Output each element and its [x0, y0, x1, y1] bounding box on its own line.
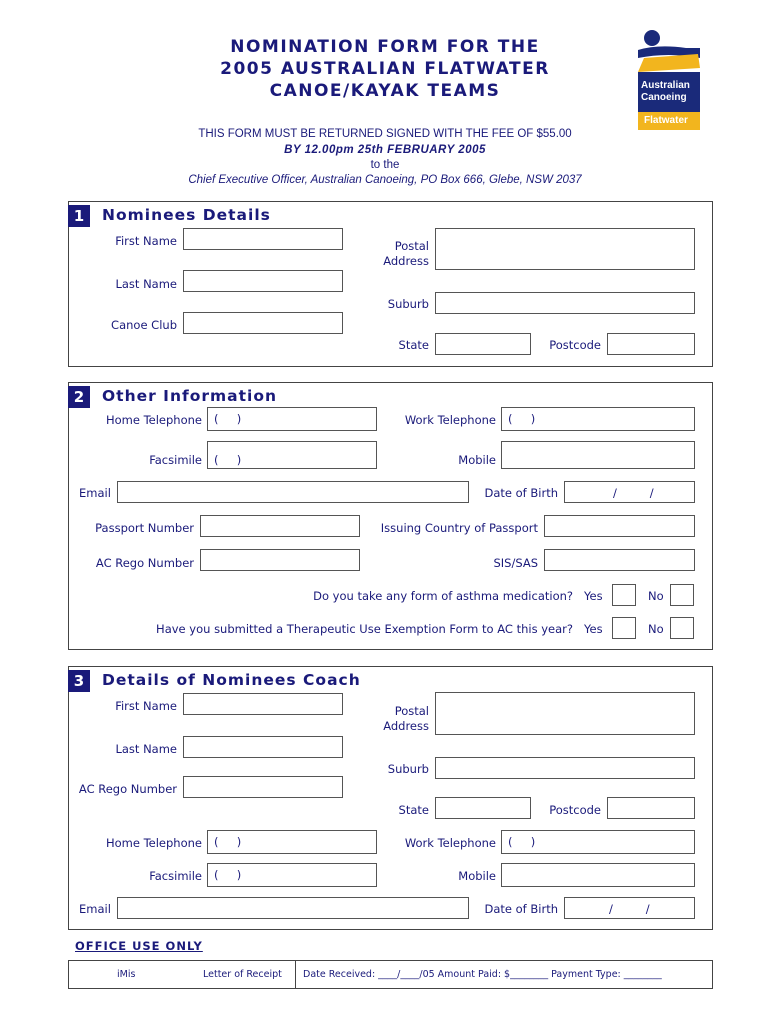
- area-code-brackets: ( ): [214, 835, 242, 849]
- imis-label: iMis: [117, 969, 136, 980]
- section-number: 3: [68, 670, 90, 692]
- tue-question: Have you submitted a Therapeutic Use Exemption Form to AC this year?: [156, 622, 573, 636]
- coach-state-field[interactable]: [435, 797, 531, 819]
- first-name-label: First Name: [115, 234, 177, 248]
- area-code-brackets: ( ): [214, 453, 242, 467]
- office-use-heading: OFFICE USE ONLY: [75, 939, 203, 953]
- email-field[interactable]: [117, 481, 469, 503]
- last-name-label: Last Name: [115, 277, 177, 291]
- section-number: 2: [68, 386, 90, 408]
- work-telephone-label: Work Telephone: [404, 413, 496, 427]
- office-divider: [295, 961, 296, 988]
- logo-line-2: Canoeing: [641, 92, 687, 103]
- postcode-label: Postcode: [549, 338, 601, 352]
- no-label: No: [648, 589, 664, 603]
- coach-first-name-field[interactable]: [183, 693, 343, 715]
- no-label: No: [648, 622, 664, 636]
- coach-suburb-field[interactable]: [435, 757, 695, 779]
- logo-flatwater: Flatwater: [644, 115, 688, 126]
- passport-number-label: Passport Number: [95, 521, 194, 535]
- title-line-2: 2005 AUSTRALIAN FLATWATER: [220, 59, 550, 79]
- date-received-line: Date Received: ____/____/05 Amount Paid: $________ Payment Type: ________: [303, 969, 662, 980]
- state-field[interactable]: [435, 333, 531, 355]
- asthma-no-checkbox[interactable]: [670, 584, 694, 606]
- passport-number-field[interactable]: [200, 515, 360, 537]
- date-separators: / /: [613, 486, 654, 500]
- issuing-country-label: Issuing Country of Passport: [380, 521, 538, 535]
- sis-sas-label: SIS/SAS: [493, 556, 538, 570]
- mobile-label: Mobile: [458, 453, 496, 467]
- facsimile-field[interactable]: [207, 441, 377, 469]
- coach-last-name-field[interactable]: [183, 736, 343, 758]
- home-telephone-label: Home Telephone: [105, 413, 202, 427]
- asthma-yes-checkbox[interactable]: [612, 584, 636, 606]
- canoe-club-label: Canoe Club: [111, 318, 177, 332]
- return-address: Chief Executive Officer, Australian Canoeing, PO Box 666, Glebe, NSW 2037: [188, 174, 582, 186]
- section-heading: Details of Nominees Coach: [102, 671, 361, 689]
- sis-sas-field[interactable]: [544, 549, 695, 571]
- ac-rego-number-field[interactable]: [200, 549, 360, 571]
- area-code-brackets: ( ): [508, 412, 536, 426]
- address-label: Address: [383, 254, 429, 268]
- asthma-question: Do you take any form of asthma medication?: [313, 589, 573, 603]
- ac-rego-number-label: AC Rego Number: [95, 556, 194, 570]
- coach-mobile-label: Mobile: [458, 869, 496, 883]
- mobile-field[interactable]: [501, 441, 695, 469]
- letter-of-receipt-label: Letter of Receipt: [203, 969, 282, 980]
- date-of-birth-label: Date of Birth: [484, 486, 558, 500]
- coach-address-label: Address: [383, 719, 429, 733]
- area-code-brackets: ( ): [508, 835, 536, 849]
- suburb-label: Suburb: [387, 297, 429, 311]
- logo-line-1: Australian: [641, 80, 690, 91]
- postcode-field[interactable]: [607, 333, 695, 355]
- date-of-birth-field[interactable]: [564, 481, 695, 503]
- date-separators: / /: [609, 902, 650, 916]
- email-label: Email: [79, 486, 111, 500]
- coach-ac-rego-field[interactable]: [183, 776, 343, 798]
- section-heading: Nominees Details: [102, 206, 271, 224]
- postal-address-field[interactable]: [435, 228, 695, 270]
- coach-postal-address-field[interactable]: [435, 692, 695, 735]
- coach-facsimile-field[interactable]: [207, 863, 377, 887]
- home-telephone-field[interactable]: [207, 407, 377, 431]
- coach-postcode-label: Postcode: [549, 803, 601, 817]
- coach-email-label: Email: [79, 902, 111, 916]
- tue-yes-checkbox[interactable]: [612, 617, 636, 639]
- postal-label: Postal: [394, 239, 429, 253]
- to-the: to the: [370, 159, 400, 171]
- coach-first-name-label: First Name: [115, 699, 177, 713]
- facsimile-label: Facsimile: [149, 453, 202, 467]
- coach-home-telephone-field[interactable]: [207, 830, 377, 854]
- coach-state-label: State: [398, 803, 429, 817]
- yes-label: Yes: [584, 622, 603, 636]
- suburb-field[interactable]: [435, 292, 695, 314]
- coach-work-telephone-label: Work Telephone: [404, 836, 496, 850]
- coach-postcode-field[interactable]: [607, 797, 695, 819]
- coach-last-name-label: Last Name: [115, 742, 177, 756]
- canoe-club-field[interactable]: [183, 312, 343, 334]
- coach-suburb-label: Suburb: [387, 762, 429, 776]
- tue-no-checkbox[interactable]: [670, 617, 694, 639]
- section-number: 1: [68, 205, 90, 227]
- coach-email-field[interactable]: [117, 897, 469, 919]
- area-code-brackets: ( ): [214, 868, 242, 882]
- office-use-table: [68, 960, 713, 989]
- coach-facsimile-label: Facsimile: [149, 869, 202, 883]
- issuing-country-field[interactable]: [544, 515, 695, 537]
- fee-notice: THIS FORM MUST BE RETURNED SIGNED WITH THE FEE OF $55.00: [198, 128, 572, 140]
- coach-date-of-birth-field[interactable]: [564, 897, 695, 919]
- australian-canoeing-logo: [638, 28, 700, 130]
- coach-postal-label: Postal: [394, 704, 429, 718]
- title-line-3: CANOE/KAYAK TEAMS: [269, 81, 501, 101]
- form-title: [150, 36, 620, 102]
- last-name-field[interactable]: [183, 270, 343, 292]
- coach-home-telephone-label: Home Telephone: [105, 836, 202, 850]
- logo-text: [641, 80, 690, 104]
- coach-ac-rego-label: AC Rego Number: [78, 782, 177, 796]
- deadline: BY 12.00pm 25th FEBRUARY 2005: [284, 144, 486, 156]
- coach-date-of-birth-label: Date of Birth: [484, 902, 558, 916]
- area-code-brackets: ( ): [214, 412, 242, 426]
- first-name-field[interactable]: [183, 228, 343, 250]
- yes-label: Yes: [584, 589, 603, 603]
- coach-mobile-field[interactable]: [501, 863, 695, 887]
- work-telephone-field[interactable]: [501, 407, 695, 431]
- title-line-1: NOMINATION FORM FOR THE: [230, 37, 540, 57]
- state-label: State: [398, 338, 429, 352]
- coach-work-telephone-field[interactable]: [501, 830, 695, 854]
- section-heading: Other Information: [102, 387, 278, 405]
